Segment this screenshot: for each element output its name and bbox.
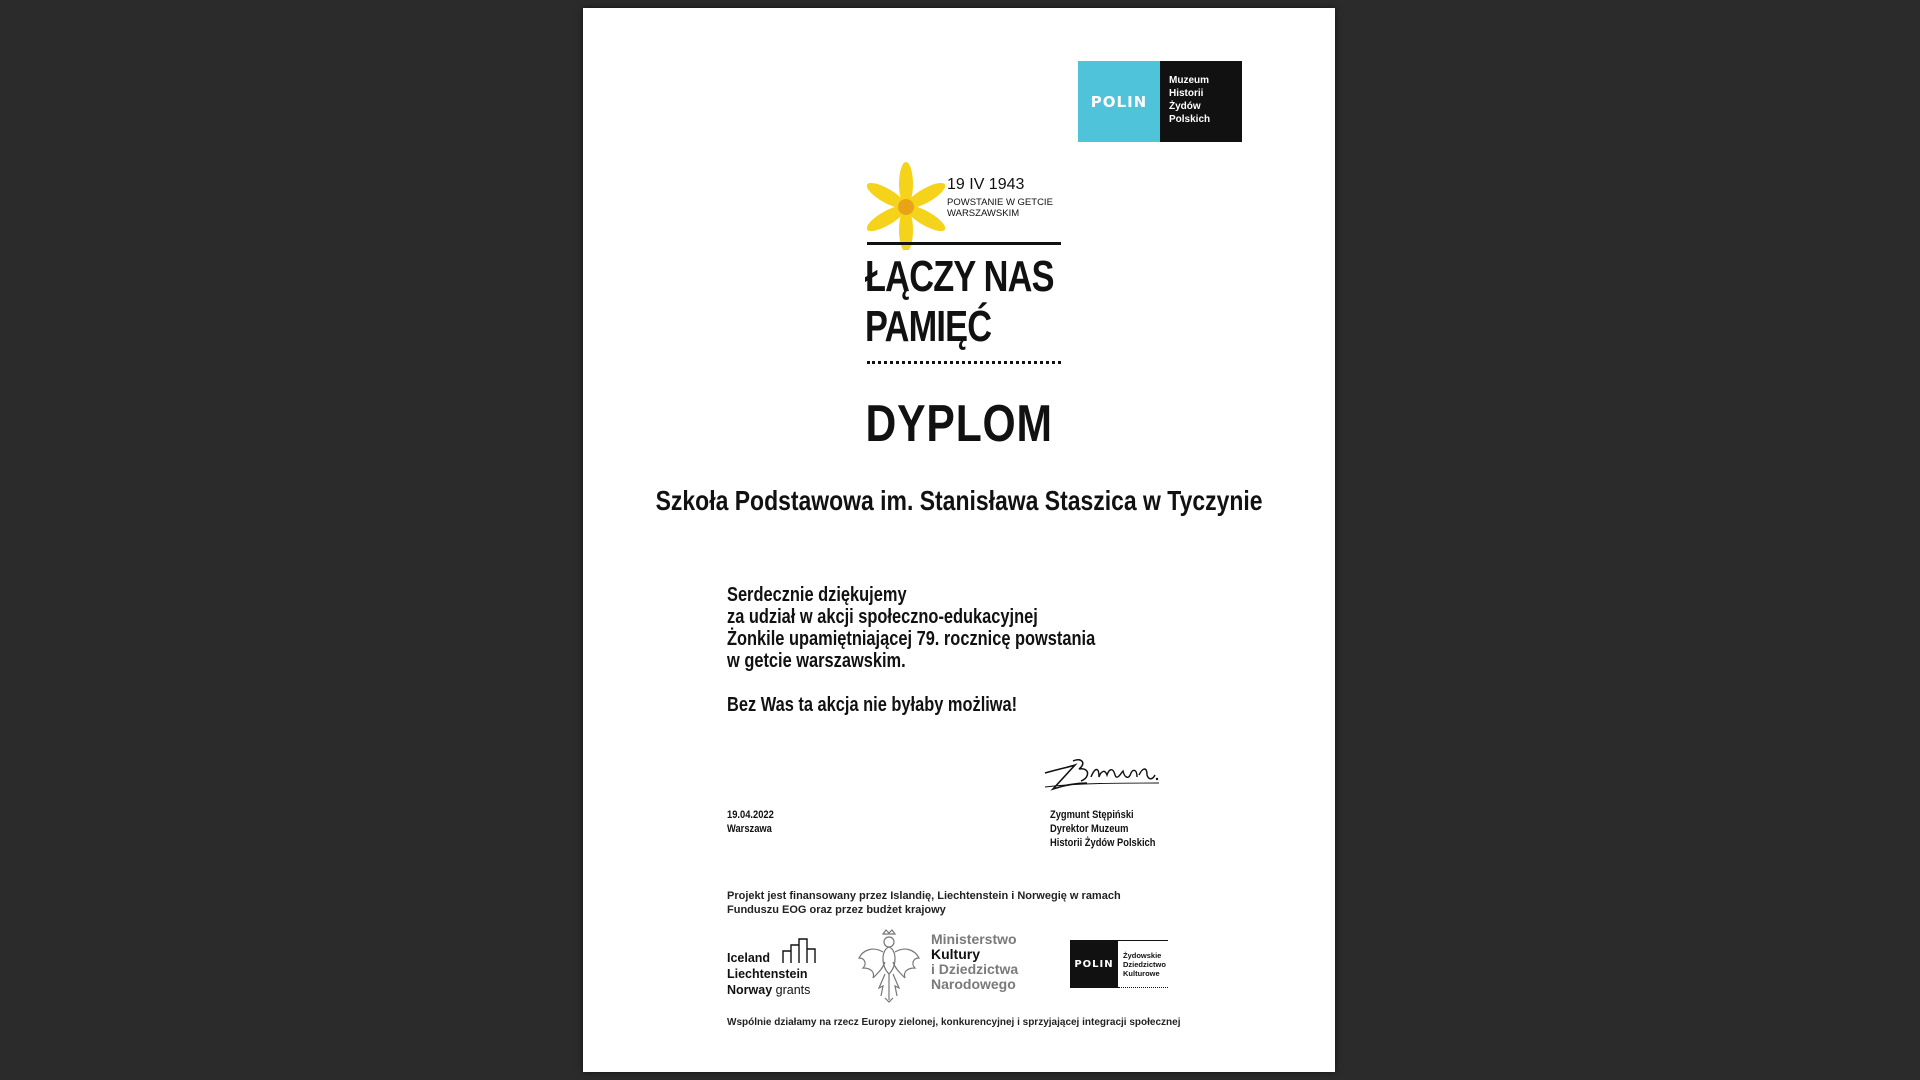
ministry-line: Kultury <box>931 946 980 962</box>
polin-logo-line: Muzeum <box>1169 75 1209 86</box>
slogan-dotted-rule <box>867 361 1061 364</box>
polin-heritage-text <box>1123 951 1166 978</box>
polin-logo-line: Żydów <box>1169 101 1201 112</box>
polin-heritage-logo <box>1070 940 1118 988</box>
funding-note <box>727 889 1121 917</box>
thanks-line: za udział w akcji społeczno-edukacyjnej <box>727 606 1038 628</box>
diploma-page <box>583 8 1335 1072</box>
recipient-name-text: Szkoła Podstawowa im. Stanisława Staszica w Tyczynie <box>655 485 1263 516</box>
campaign-subtitle-line: WARSZAWSKIM <box>947 208 1020 219</box>
recipient-name <box>583 485 1335 517</box>
ministry-logo-text <box>931 932 1018 992</box>
polin-logo-line: Polskich <box>1169 114 1211 125</box>
funding-line: Funduszu EOG oraz przez budżet krajowy <box>727 904 946 916</box>
eea-grants-logo <box>727 935 827 1000</box>
polin-logo-cyan-block <box>1078 61 1160 142</box>
handwritten-signature <box>1039 753 1169 798</box>
slogan-line: PAMIĘĆ <box>865 302 992 351</box>
signer-line: Historii Żydów Polskich <box>1050 837 1156 849</box>
signer-line: Zygmunt Stępiński <box>1050 809 1134 821</box>
ministry-line: Narodowego <box>931 976 1016 992</box>
ministry-line: Ministerstwo <box>931 931 1017 947</box>
signer-line: Dyrektor Muzeum <box>1050 823 1129 835</box>
polin-museum-logo <box>1078 61 1242 142</box>
grants-line: Liechtenstein <box>727 967 808 981</box>
closing-line: Bez Was ta akcja nie byłaby możliwa! <box>727 694 1018 716</box>
polin-heritage-line: Dziedzictwo <box>1123 960 1166 969</box>
ministry-line: i Dziedzictwa <box>931 961 1019 977</box>
polin-logo-text-block <box>1160 61 1242 142</box>
footer-note: Wspólnie działamy na rzecz Europy zielonej, konkurencyjnej i sprzyjającej integracji społecznej <box>727 1017 1181 1028</box>
polin-heritage-line: Kulturowe <box>1123 969 1160 978</box>
campaign-slogan <box>865 252 1054 352</box>
grants-line: Iceland <box>727 951 771 965</box>
slogan-line: ŁĄCZY NAS <box>865 252 1054 301</box>
campaign-date: 19 IV 1943 <box>947 176 1025 193</box>
grants-line: Norway <box>727 983 773 997</box>
thanks-message <box>727 584 1095 716</box>
polin-wordmark: POLIN <box>1090 92 1148 111</box>
thanks-line: w getcie warszawskim. <box>727 650 906 672</box>
diploma-title-text: DYPLOM <box>865 395 1053 453</box>
slogan-top-rule <box>867 242 1061 245</box>
signer-block <box>1050 808 1155 850</box>
polin-heritage-wordmark: POLIN <box>1074 958 1114 970</box>
polin-heritage-line: Żydowskie <box>1123 951 1162 960</box>
diploma-title <box>583 394 1335 454</box>
grants-suffix: grants <box>775 983 811 997</box>
grants-text <box>727 950 810 998</box>
campaign-subtitle <box>947 197 1053 219</box>
issue-date: 19.04.2022 <box>727 809 774 821</box>
thanks-line: Serdecznie dziękujemy <box>727 584 907 606</box>
issue-date-place <box>727 808 774 836</box>
funding-line: Projekt jest finansowany przez Islandię, Liechtenstein i Norwegię w ramach <box>727 890 1121 902</box>
polish-eagle-icon <box>855 928 923 1004</box>
issue-place: Warszawa <box>727 823 772 835</box>
campaign-subtitle-line: POWSTANIE W GETCIE <box>947 197 1053 208</box>
polin-logo-line: Historii <box>1169 88 1204 99</box>
thanks-line: Żonkile upamiętniającej 79. rocznicę powstania <box>727 628 1096 650</box>
